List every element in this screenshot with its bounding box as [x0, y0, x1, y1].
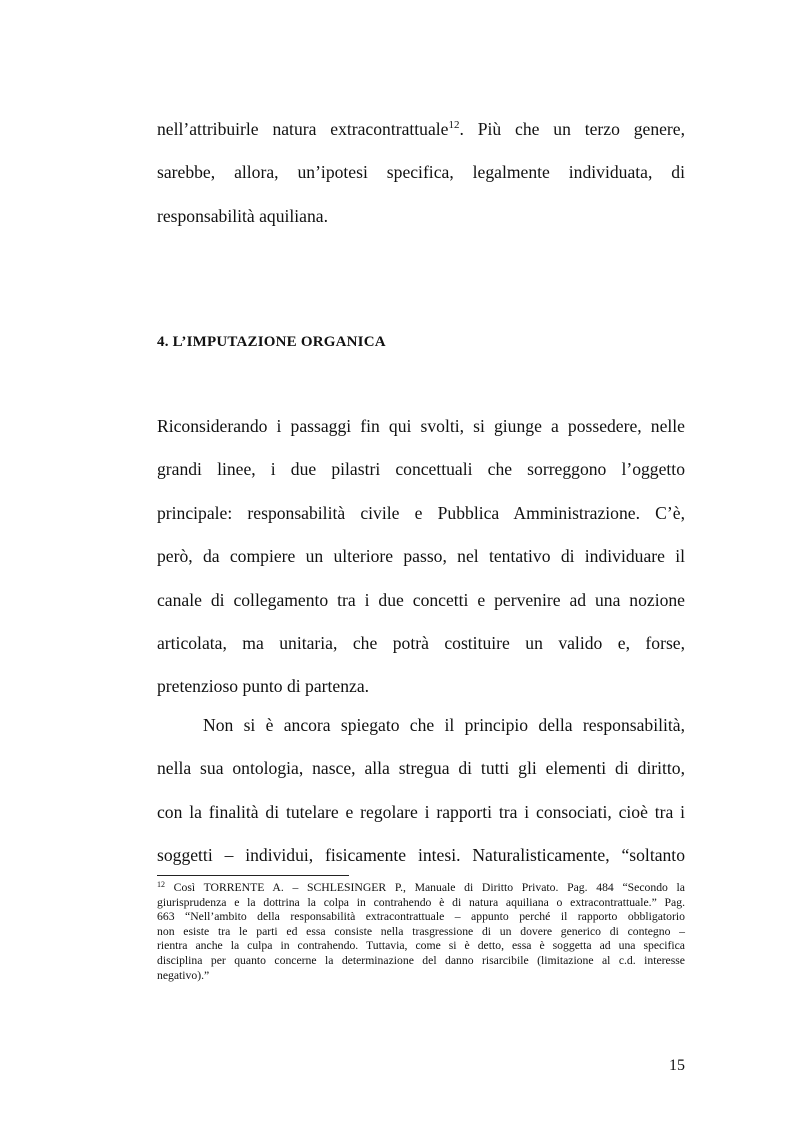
- text-line: principale: responsabilità civile e Pubblica Amministrazione. C’è,: [157, 502, 685, 523]
- footnote-line: giurisprudenza e la dottrina la colpa in contrahendo è di natura aquiliana o extracontrattuale.” Pag.: [157, 895, 685, 909]
- page-number: 15: [669, 1057, 685, 1074]
- paragraph-continuation: [157, 108, 685, 238]
- paragraph: [157, 405, 685, 709]
- text-segment: Così TORRENTE A. – SCHLESINGER P., Manuale di Diritto Privato. Pag. 484 “Secondo la: [165, 881, 685, 894]
- text-line: Non si è ancora spiegato che il principio della responsabilità,: [203, 715, 685, 735]
- footnote-line: 663 “Nell’ambito della responsabilità extracontrattuale – appunto perché il rapporto obbligatorio: [157, 910, 685, 924]
- text-line: pretenzioso punto di partenza.: [157, 676, 370, 697]
- footnote-line: rientra anche la culpa in contrahendo. Tuttavia, come si è detto, essa è soggetta ad una specifica: [157, 939, 685, 953]
- text-line: responsabilità aquiliana.: [157, 205, 328, 226]
- text-line: canale di collegamento tra i due concetti e pervenire ad una nozione: [157, 589, 685, 610]
- text-line: [157, 108, 685, 151]
- text-line: nella sua ontologia, nasce, alla stregua di tutti gli elementi di diritto,: [157, 758, 685, 779]
- footnote-line: non esiste tra le parti ed essa consiste nella trasgressione di un dovere generico di contegno –: [157, 924, 685, 938]
- text-line: con la finalità di tutelare e regolare i rapporti tra i consociati, cioè tra i: [157, 801, 685, 822]
- text-line: però, da compiere un ulteriore passo, nel tentativo di individuare il: [157, 546, 685, 567]
- text-line: Riconsiderando i passaggi fin qui svolti, si giunge a possedere, nelle: [157, 416, 685, 436]
- text-segment: . Più che un terzo genere,: [459, 119, 685, 139]
- section-heading: 4. L’IMPUTAZIONE ORGANICA: [157, 334, 386, 350]
- text-line: articolata, ma unitaria, che potrà costituire un valido e, forse,: [157, 633, 685, 654]
- text-line: soggetti – individui, fisicamente intesi. Naturalisticamente, “soltanto: [157, 845, 685, 866]
- text-segment: nell’attribuirle natura extracontrattuale: [157, 119, 449, 139]
- footnote-number: 12: [157, 880, 165, 889]
- footnote-line: negativo).”: [157, 968, 210, 982]
- footnote: [157, 881, 685, 983]
- footnote-line: disciplina per quanto concerne la determinazione del danno risarcibile (limitazione al c.d. interesse: [157, 953, 685, 967]
- text-line: sarebbe, allora, un’ipotesi specifica, legalmente individuata, di: [157, 162, 685, 183]
- text-line: grandi linee, i due pilastri concettuali che sorreggono l’oggetto: [157, 459, 685, 480]
- footnote-separator: [157, 875, 349, 876]
- footnote-reference: 12: [448, 119, 460, 131]
- paragraph: [157, 704, 685, 878]
- footnote-line: [157, 881, 685, 896]
